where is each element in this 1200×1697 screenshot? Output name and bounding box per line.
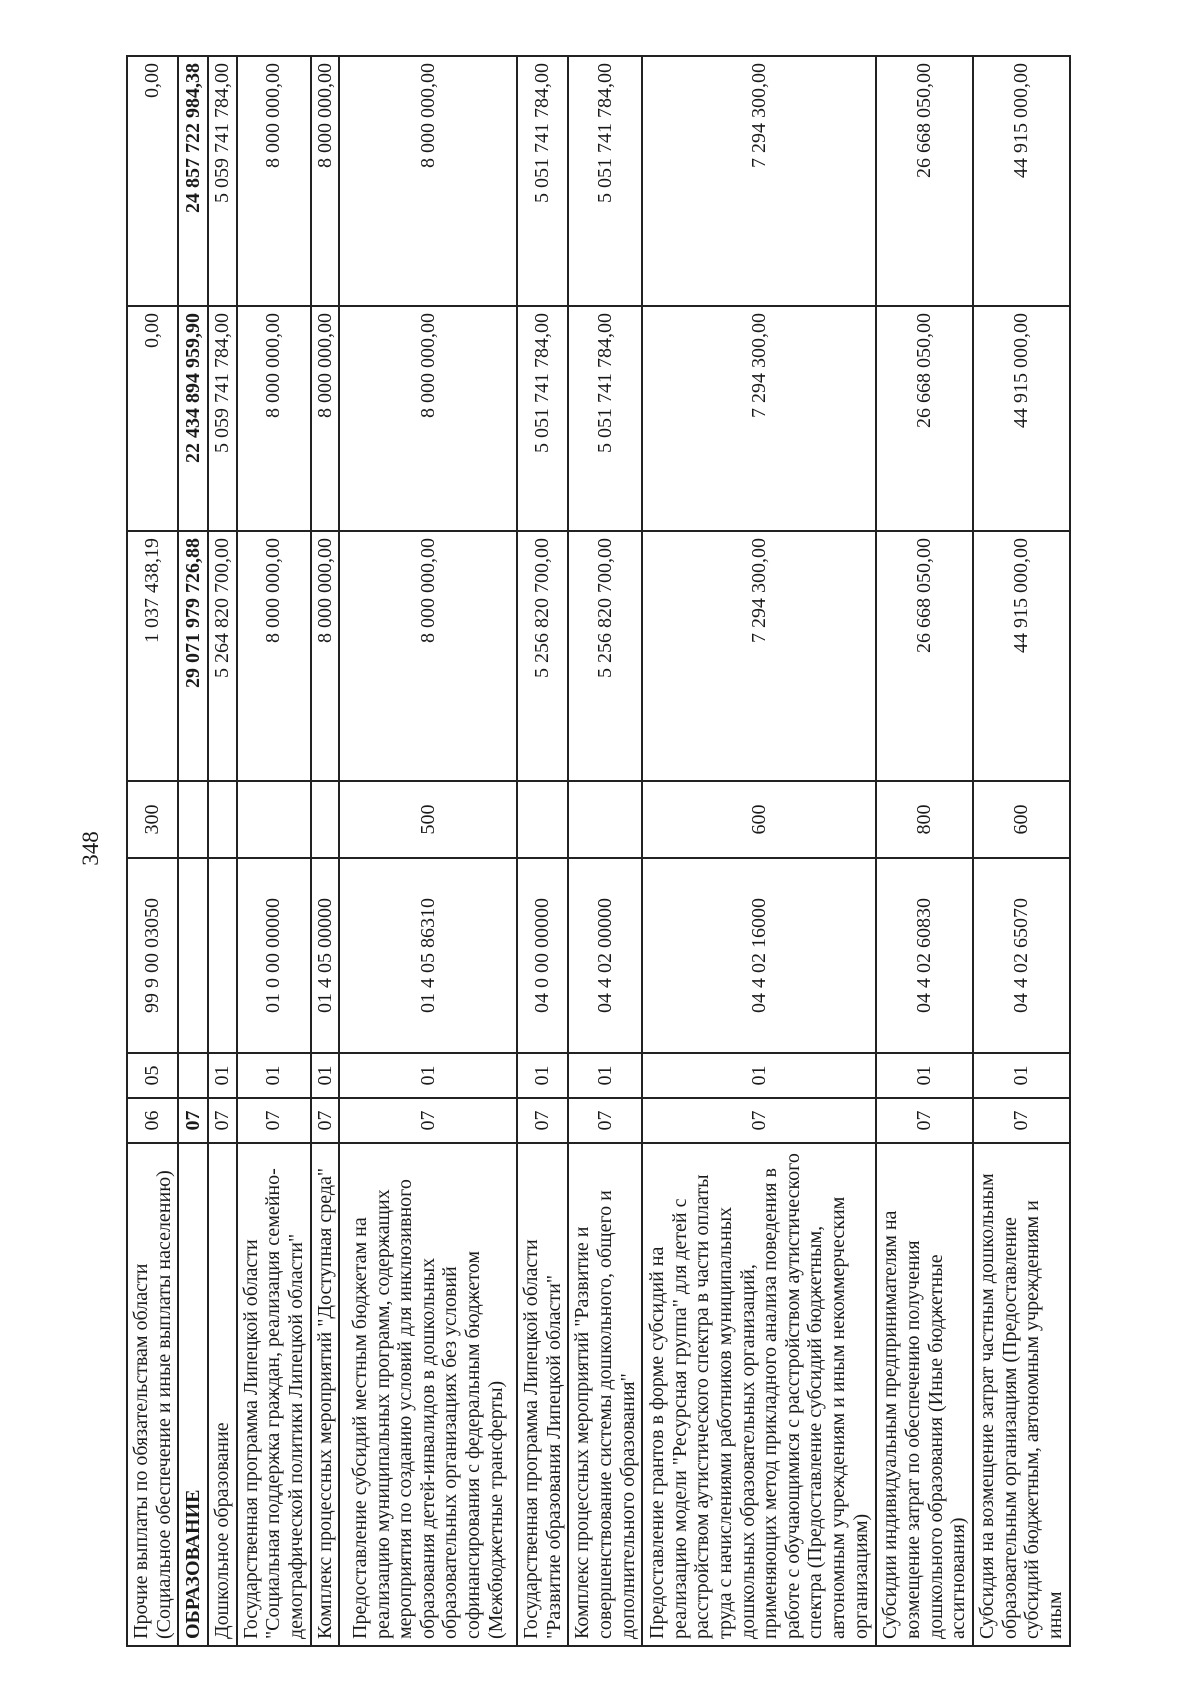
row-subsection-code: 01	[311, 1053, 340, 1098]
row-amount-year3: 5 051 741 784,00	[568, 56, 642, 306]
row-amount-year1: 8 000 000,00	[237, 531, 311, 781]
row-expense-type	[568, 781, 642, 858]
row-name: Комплекс процессных мероприятий "Развитие и совершенствование системы дошкольного, общего и дополнительного образования"	[568, 1143, 642, 1646]
row-name: Предоставление грантов в форме субсидий на реализацию модели "Ресурсная группа" для детей с расстройством аутистического спектра в части оплаты труда с начислениями работников муниципальных дошкольных образовательных организаций, применяющих метод прикладного анализа поведения в работе с обучающимися с расстройством аутистического спектра (Предоставление субсидий бюджетным, автономным учреждениям и иным некоммерческим организациям)	[642, 1143, 876, 1646]
row-amount-year2: 22 434 894 959,90	[178, 306, 208, 531]
row-target-article: 04 4 02 16000	[642, 858, 876, 1053]
row-amount-year3: 7 294 300,00	[642, 56, 876, 306]
row-expense-type	[311, 781, 340, 858]
row-amount-year2: 0,00	[127, 306, 178, 531]
row-amount-year1: 8 000 000,00	[339, 531, 517, 781]
row-target-article: 04 4 02 65070	[973, 858, 1069, 1053]
row-amount-year3: 8 000 000,00	[237, 56, 311, 306]
row-amount-year1: 26 668 050,00	[876, 531, 973, 781]
budget-table-body	[127, 56, 1070, 1646]
row-name: Государственная программа Липецкой области "Развитие образования Липецкой области"	[517, 1143, 568, 1646]
row-name: Субсидия на возмещение затрат частным дошкольным образовательным организациям (Предоставление субсидий бюджетным, автономным учреждениям и иным	[973, 1143, 1069, 1646]
table-row	[178, 56, 208, 1646]
row-expense-type	[237, 781, 311, 858]
row-section-code: 07	[568, 1098, 642, 1143]
row-amount-year2: 7 294 300,00	[642, 306, 876, 531]
row-target-article	[208, 858, 237, 1053]
row-target-article: 04 0 00 00000	[517, 858, 568, 1053]
row-expense-type: 500	[339, 781, 517, 858]
row-subsection-code	[178, 1053, 208, 1098]
page-number: 348	[78, 831, 103, 866]
row-amount-year2: 5 051 741 784,00	[517, 306, 568, 531]
row-section-code: 07	[973, 1098, 1069, 1143]
row-expense-type	[208, 781, 237, 858]
row-amount-year1: 1 037 438,19	[127, 531, 178, 781]
row-subsection-code: 01	[517, 1053, 568, 1098]
row-section-code: 07	[517, 1098, 568, 1143]
row-section-code: 07	[339, 1098, 517, 1143]
row-amount-year3: 8 000 000,00	[311, 56, 340, 306]
table-row	[339, 56, 517, 1646]
row-section-code: 07	[876, 1098, 973, 1143]
row-expense-type	[178, 781, 208, 858]
row-subsection-code: 01	[339, 1053, 517, 1098]
row-subsection-code: 01	[642, 1053, 876, 1098]
row-amount-year2: 8 000 000,00	[237, 306, 311, 531]
row-name: ОБРАЗОВАНИЕ	[178, 1143, 208, 1646]
row-amount-year3: 0,00	[127, 56, 178, 306]
row-section-code: 07	[237, 1098, 311, 1143]
row-target-article: 04 4 02 60830	[876, 858, 973, 1053]
row-amount-year2: 26 668 050,00	[876, 306, 973, 531]
row-subsection-code: 01	[568, 1053, 642, 1098]
row-amount-year3: 5 059 741 784,00	[208, 56, 237, 306]
row-name: Прочие выплаты по обязательствам области (Социальное обеспечение и иные выплаты населению)	[127, 1143, 178, 1646]
row-target-article: 04 4 02 00000	[568, 858, 642, 1053]
row-amount-year1: 29 071 979 726,88	[178, 531, 208, 781]
table-row	[642, 56, 876, 1646]
row-amount-year1: 7 294 300,00	[642, 531, 876, 781]
row-expense-type: 600	[973, 781, 1069, 858]
row-amount-year1: 5 256 820 700,00	[517, 531, 568, 781]
row-section-code: 07	[642, 1098, 876, 1143]
row-amount-year2: 8 000 000,00	[311, 306, 340, 531]
row-amount-year2: 8 000 000,00	[339, 306, 517, 531]
row-amount-year3: 8 000 000,00	[339, 56, 517, 306]
row-amount-year2: 5 059 741 784,00	[208, 306, 237, 531]
row-amount-year2: 44 915 000,00	[973, 306, 1069, 531]
row-target-article: 01 4 05 86310	[339, 858, 517, 1053]
row-expense-type	[517, 781, 568, 858]
row-subsection-code: 01	[973, 1053, 1069, 1098]
budget-table	[126, 55, 1071, 1647]
table-row	[208, 56, 237, 1646]
row-amount-year1: 5 256 820 700,00	[568, 531, 642, 781]
row-section-code: 07	[311, 1098, 340, 1143]
row-name: Государственная программа Липецкой области "Социальная поддержка граждан, реализация семейно-демографической политики Липецкой области"	[237, 1143, 311, 1646]
table-row	[973, 56, 1069, 1646]
row-expense-type: 800	[876, 781, 973, 858]
row-amount-year1: 8 000 000,00	[311, 531, 340, 781]
row-name: Комплекс процессных мероприятий "Доступная среда"	[311, 1143, 340, 1646]
row-subsection-code: 01	[208, 1053, 237, 1098]
row-name: Дошкольное образование	[208, 1143, 237, 1646]
row-section-code: 07	[208, 1098, 237, 1143]
row-target-article: 01 0 00 00000	[237, 858, 311, 1053]
row-expense-type: 600	[642, 781, 876, 858]
row-section-code: 07	[178, 1098, 208, 1143]
row-section-code: 06	[127, 1098, 178, 1143]
row-expense-type: 300	[127, 781, 178, 858]
row-name: Предоставление субсидий местным бюджетам на реализацию муниципальных программ, содержащих мероприятия по созданию условий для инклюзивного образования детей-инвалидов в дошкольных образовательных организациях без условий софинансирования с федеральным бюджетом (Межбюджетные трансферты)	[339, 1143, 517, 1646]
table-row	[311, 56, 340, 1646]
table-row	[237, 56, 311, 1646]
row-target-article: 01 4 05 00000	[311, 858, 340, 1053]
row-subsection-code: 01	[876, 1053, 973, 1098]
row-amount-year3: 44 915 000,00	[973, 56, 1069, 306]
row-amount-year3: 26 668 050,00	[876, 56, 973, 306]
row-subsection-code: 05	[127, 1053, 178, 1098]
table-row	[568, 56, 642, 1646]
row-target-article	[178, 858, 208, 1053]
table-row	[876, 56, 973, 1646]
row-target-article: 99 9 00 03050	[127, 858, 178, 1053]
row-amount-year3: 24 857 722 984,38	[178, 56, 208, 306]
row-subsection-code: 01	[237, 1053, 311, 1098]
table-row	[127, 56, 178, 1646]
row-amount-year1: 5 264 820 700,00	[208, 531, 237, 781]
row-amount-year1: 44 915 000,00	[973, 531, 1069, 781]
row-name: Субсидии индивидуальным предпринимателям на возмещение затрат по обеспечению получения дошкольного образования (Иные бюджетные ассигнования)	[876, 1143, 973, 1646]
row-amount-year3: 5 051 741 784,00	[517, 56, 568, 306]
table-row	[517, 56, 568, 1646]
row-amount-year2: 5 051 741 784,00	[568, 306, 642, 531]
